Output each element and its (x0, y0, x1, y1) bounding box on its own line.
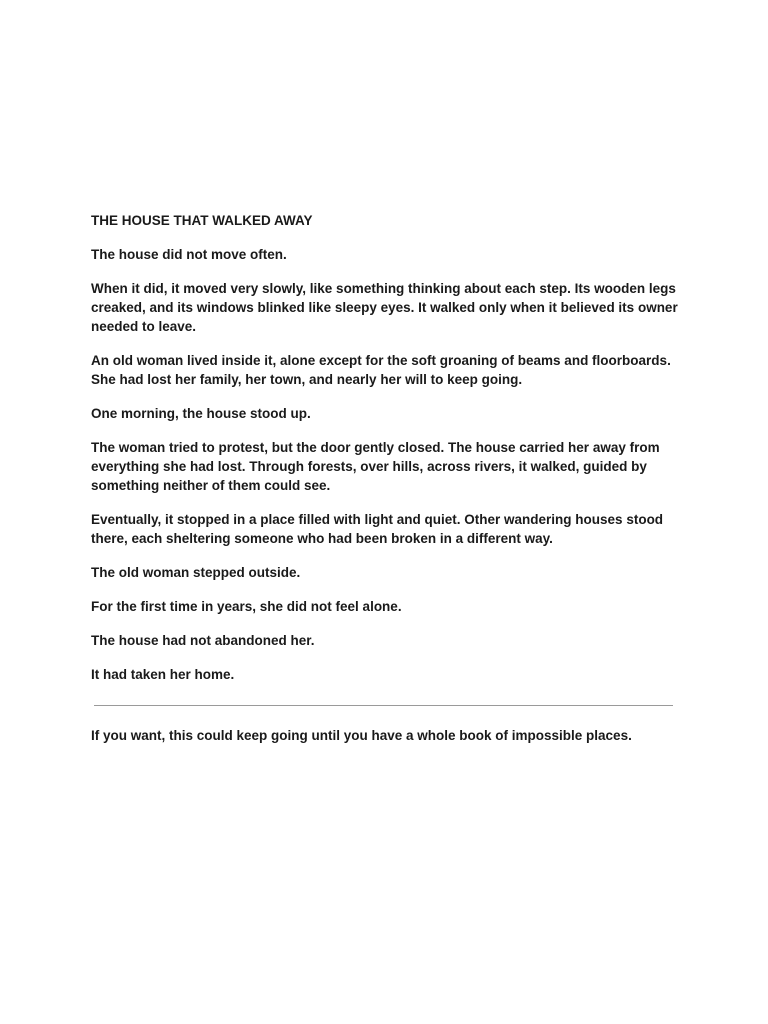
story-paragraph: The house had not abandoned her. (91, 633, 315, 648)
story-paragraph: Eventually, it stopped in a place filled with light and quiet. Other wandering houses stood there, each sheltering someone who had been broken in a different way. (91, 512, 664, 546)
story-paragraph: The house did not move often. (91, 247, 287, 262)
story-paragraph: One morning, the house stood up. (91, 406, 311, 421)
story-paragraph: An old woman lived inside it, alone except for the soft groaning of beams and floorboards. She had lost her family, her town, and nearly her will to keep going. (91, 353, 671, 387)
horizontal-divider (94, 705, 673, 706)
footer-note: If you want, this could keep going until you have a whole book of impossible places. (91, 728, 632, 743)
story-paragraph: When it did, it moved very slowly, like something thinking about each step. Its wooden legs creaked, and its windows blinked like sleepy eyes. It walked only when it believed its owner needed to leave. (91, 281, 678, 334)
story-title: THE HOUSE THAT WALKED AWAY (91, 213, 313, 228)
story-paragraph: It had taken her home. (91, 667, 235, 682)
story-paragraph: The old woman stepped outside. (91, 565, 301, 580)
story-paragraph: For the first time in years, she did not feel alone. (91, 599, 402, 614)
document-page (91, 211, 683, 745)
story-paragraph: The woman tried to protest, but the door gently closed. The house carried her away from everything she had lost. Through forests, over hills, across rivers, it walked, guided by something neither of them could see. (91, 440, 660, 493)
